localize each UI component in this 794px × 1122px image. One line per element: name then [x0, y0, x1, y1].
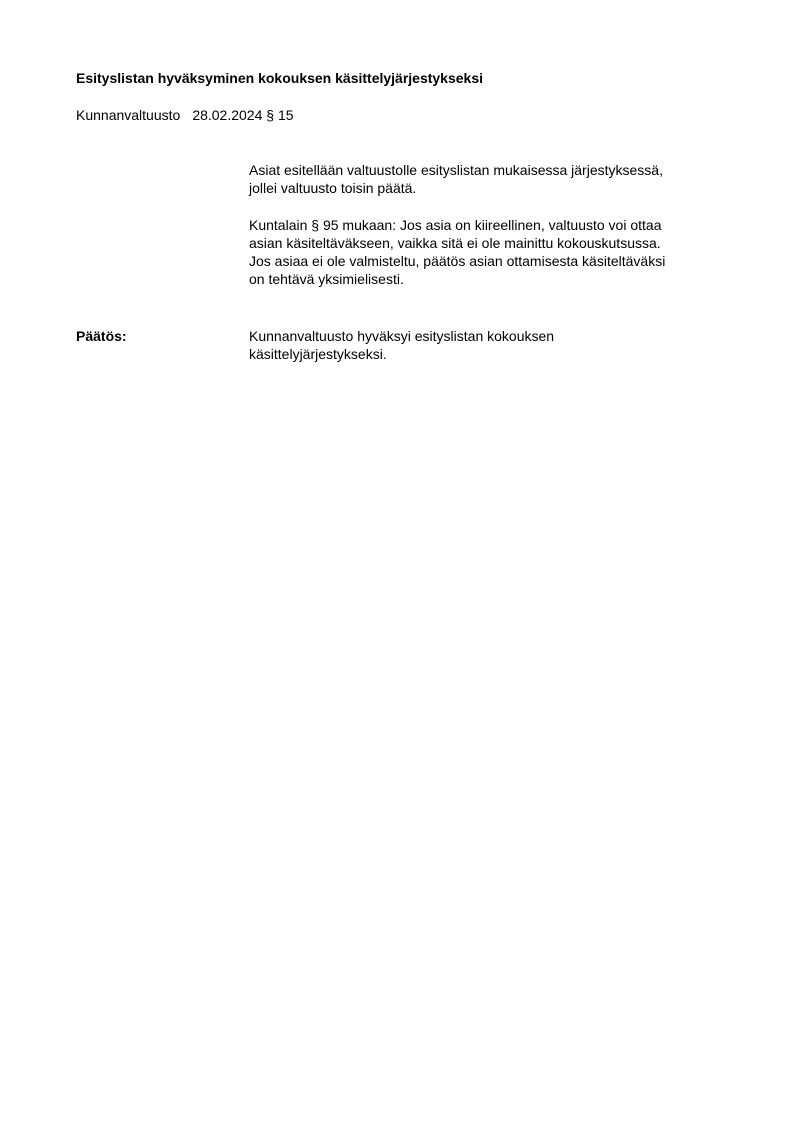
- meeting-reference: [76, 106, 294, 124]
- meeting-date-section: 28.02.2024 § 15: [192, 107, 294, 123]
- paragraph-line: asian käsiteltäväkseen, vaikka sitä ei ole mainittu kokouskutsussa.: [249, 235, 661, 251]
- paragraph-presentation: [249, 161, 739, 197]
- paragraph-line: Asiat esitellään valtuustolle esityslistan mukaisessa järjestyksessä,: [249, 162, 663, 178]
- paragraph-municipal-act: [249, 216, 739, 288]
- decision-label: Päätös:: [76, 328, 127, 344]
- paragraph-line: Kuntalain § 95 mukaan: Jos asia on kiireellinen, valtuusto voi ottaa: [249, 217, 662, 233]
- decision-text: [249, 327, 739, 363]
- meeting-body: Kunnanvaltuusto: [76, 107, 181, 123]
- decision-line: Kunnanvaltuusto hyväksyi esityslistan kokouksen: [249, 328, 555, 344]
- decision-line: käsittelyjärjestykseksi.: [249, 346, 387, 362]
- paragraph-line: Jos asiaa ei ole valmisteltu, päätös asian ottamisesta käsiteltäväksi: [249, 253, 666, 269]
- document-title: Esityslistan hyväksyminen kokouksen käsittelyjärjestykseksi: [76, 70, 484, 86]
- paragraph-line: jollei valtuusto toisin päätä.: [249, 180, 417, 196]
- paragraph-line: on tehtävä yksimielisesti.: [249, 271, 404, 287]
